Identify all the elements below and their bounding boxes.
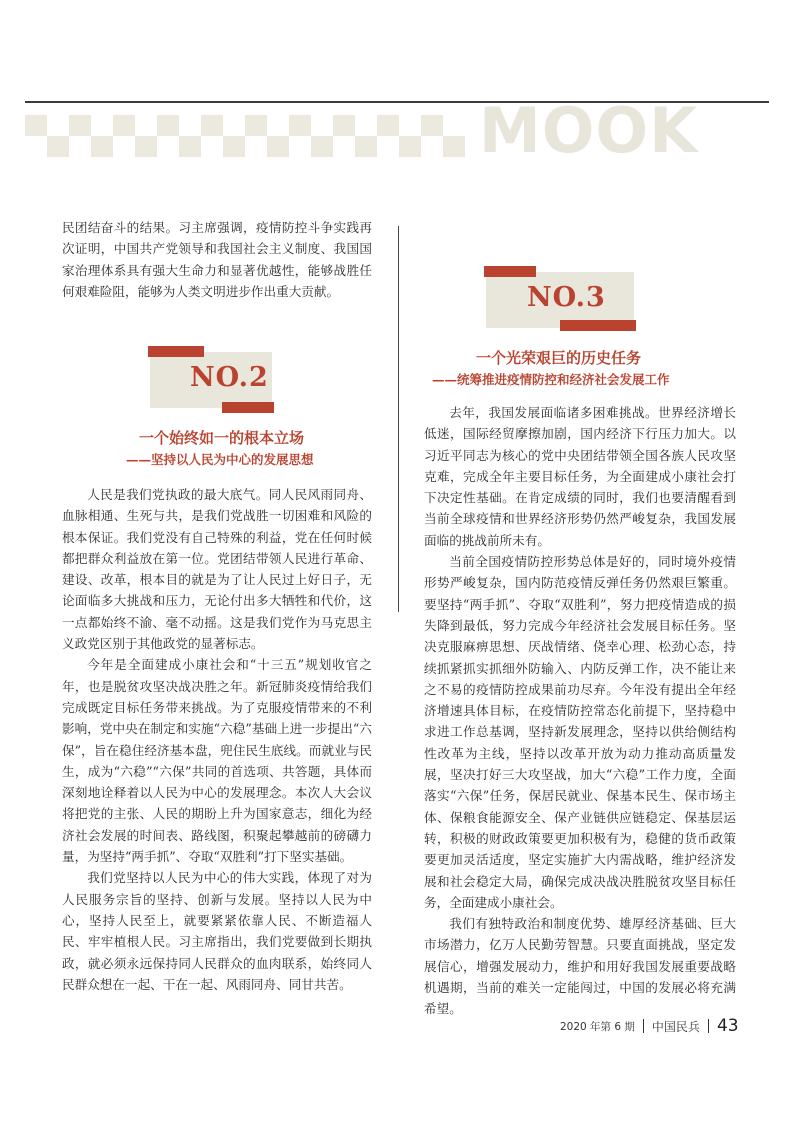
section-subtitle: ——统筹推进疫情防控和经济社会发展工作 [432, 372, 670, 387]
badge-accent-bar [484, 266, 536, 277]
pattern-square [69, 115, 91, 136]
page-number: 43 [716, 1016, 739, 1036]
footer-divider [643, 1019, 644, 1033]
section-number: NO.3 [527, 282, 606, 313]
issue-label: 2020 年第 6 期 [560, 1020, 635, 1033]
pattern-square [289, 115, 311, 136]
pattern-square [91, 136, 113, 157]
section-title: 一个光荣艰巨的历史任务 [476, 349, 642, 367]
section-number: NO.2 [190, 362, 269, 393]
badge-accent-bar [222, 402, 274, 413]
pattern-square [157, 115, 179, 136]
pattern-square [47, 136, 69, 157]
body-paragraph: 我们有独特政治和制度优势、雄厚经济基础、巨大市场潜力，亿万人民勤劳智慧。只要直面挑战，坚定发展信心，增强发展动力，维护和用好我国发展重要战略机遇期，当前的难关一定能闯过，中国的发展必将充满希望。 [424, 916, 736, 1017]
pattern-square [223, 136, 245, 157]
badge-accent-bar [148, 346, 204, 357]
badge-accent-bar [560, 320, 636, 331]
pattern-square [377, 115, 399, 136]
header-watermark: MOOK [479, 94, 699, 167]
pattern-square [311, 136, 333, 157]
pattern-square [333, 115, 355, 136]
checker-pattern [25, 115, 465, 157]
left-body [62, 484, 372, 995]
footer-divider [708, 1019, 709, 1033]
body-paragraph: 我们党坚持以人民为中心的伟大实践，体现了对为人民服务宗旨的坚持、创新与发展。坚持以人民为中心，坚持人民至上，就要紧紧依靠人民、不断造福人民、牢牢植根人民。习主席指出，我们党要做到长期执政，就必须永远保持同人民群众的血肉联系，始终同人民群众想在一起、干在一起、风雨同舟、同甘共苦。 [62, 870, 372, 992]
pattern-square [267, 136, 289, 157]
pattern-square [421, 115, 443, 136]
pattern-square [245, 115, 267, 136]
body-paragraph: 去年，我国发展面临诸多困难挑战。世界经济增长低迷，国际经贸摩擦加剧，国内经济下行压力加大。以习近平同志为核心的党中央团结带领全国各族人民攻坚克难，完成全年主要目标任务，为全面建成小康社会打下决定性基础。在肯定成绩的同时，我们也要清醒看到当前全球疫情和世界经济形势仍然严峻复杂，我国发展面临的挑战前所未有。 [424, 405, 736, 548]
section-title: 一个始终如一的根本立场 [139, 429, 305, 447]
page-footer [560, 1016, 739, 1036]
pattern-square [113, 115, 135, 136]
section-badge-no3 [482, 264, 638, 332]
column-divider [398, 226, 399, 612]
pattern-square [355, 136, 377, 157]
pattern-square [443, 136, 465, 157]
body-paragraph: 人民是我们党执政的最大底气。同人民风雨同舟、血脉相通、生死与共，是我们党战胜一切困难和风险的根本保证。我们党没有自己特殊的利益，党在任何时候都把群众利益放在第一位。党团结带领人民进行革命、建设、改革，根本目的就是为了让人民过上好日子，无论面临多大挑战和压力，无论付出多大牺牲和代价，这一点都始终不渝、毫不动摇。这是我们党作为马克思主义政党区别于其他政党的显著标志。 [62, 487, 372, 652]
pattern-square [201, 115, 223, 136]
body-paragraph: 当前全国疫情防控形势总体是好的，同时境外疫情形势严峻复杂，国内防范疫情反弹任务仍然艰巨繁重。要坚持“两手抓”、夺取“双胜利”，努力把疫情造成的损失降到最低，努力完成今年经济社会发展目标任务。坚决克服麻痹思想、厌战情绪、侥幸心理、松劲心态，持续抓紧抓实抓细外防输入、内防反弹工作，决不能让来之不易的疫情防控成果前功尽弃。今年没有提出全年经济增速具体目标，在疫情防控常态化前提下，坚持稳中求进工作总基调，坚持新发展理念，坚持以供给侧结构性改革为主线，坚持以改革开放为动力推动高质量发展，坚决打好三大攻坚战，加大“六稳”工作力度，全面落实“六保”任务，保居民就业、保基本民生、保市场主体、保粮食能源安全、保产业链供应链稳定、保基层运转，积极的财政政策要更加积极有为，稳健的货币政策要更加灵活适度，坚定实施扩大内需战略，维护经济发展和社会稳定大局，确保完成决战决胜脱贫攻坚目标任务，全面建成小康社会。 [424, 554, 736, 910]
right-body [424, 402, 736, 1020]
pattern-square [399, 136, 421, 157]
magazine-name: 中国民兵 [651, 1019, 700, 1034]
pattern-square [135, 136, 157, 157]
section-subtitle: ——坚持以人民为中心的发展思想 [126, 452, 314, 467]
pattern-square [179, 136, 201, 157]
left-continuation [62, 217, 372, 302]
section-badge-no2 [146, 344, 276, 412]
continuation-paragraph: 民团结奋斗的结果。习主席强调，疫情防控斗争实践再次证明，中国共产党领导和我国社会主义制度、我国国家治理体系具有强大生命力和显著优越性，能够战胜任何艰难险阻，能够为人类文明进步作出重大贡献。 [62, 220, 372, 299]
body-paragraph: 今年是全面建成小康社会和“十三五”规划收官之年，也是脱贫攻坚决战决胜之年。新冠肺炎疫情给我们完成既定目标任务带来挑战。为了克服疫情带来的不利影响，党中央在制定和实施“六稳”基础上进一步提出“六保”，旨在稳住经济基本盘，兜住民生底线。而就业与民生，成为“六稳”“六保”共同的首选项、共答题，具体而深刻地诠释着以人民为中心的发展理念。本次人大会议将把党的主张、人民的期盼上升为国家意志，细化为经济社会发展的时间表、路线图，积聚起攀越前的磅礴力量，为坚持“两手抓”、夺取“双胜利”打下坚实基础。 [62, 657, 372, 865]
pattern-square [25, 115, 47, 136]
